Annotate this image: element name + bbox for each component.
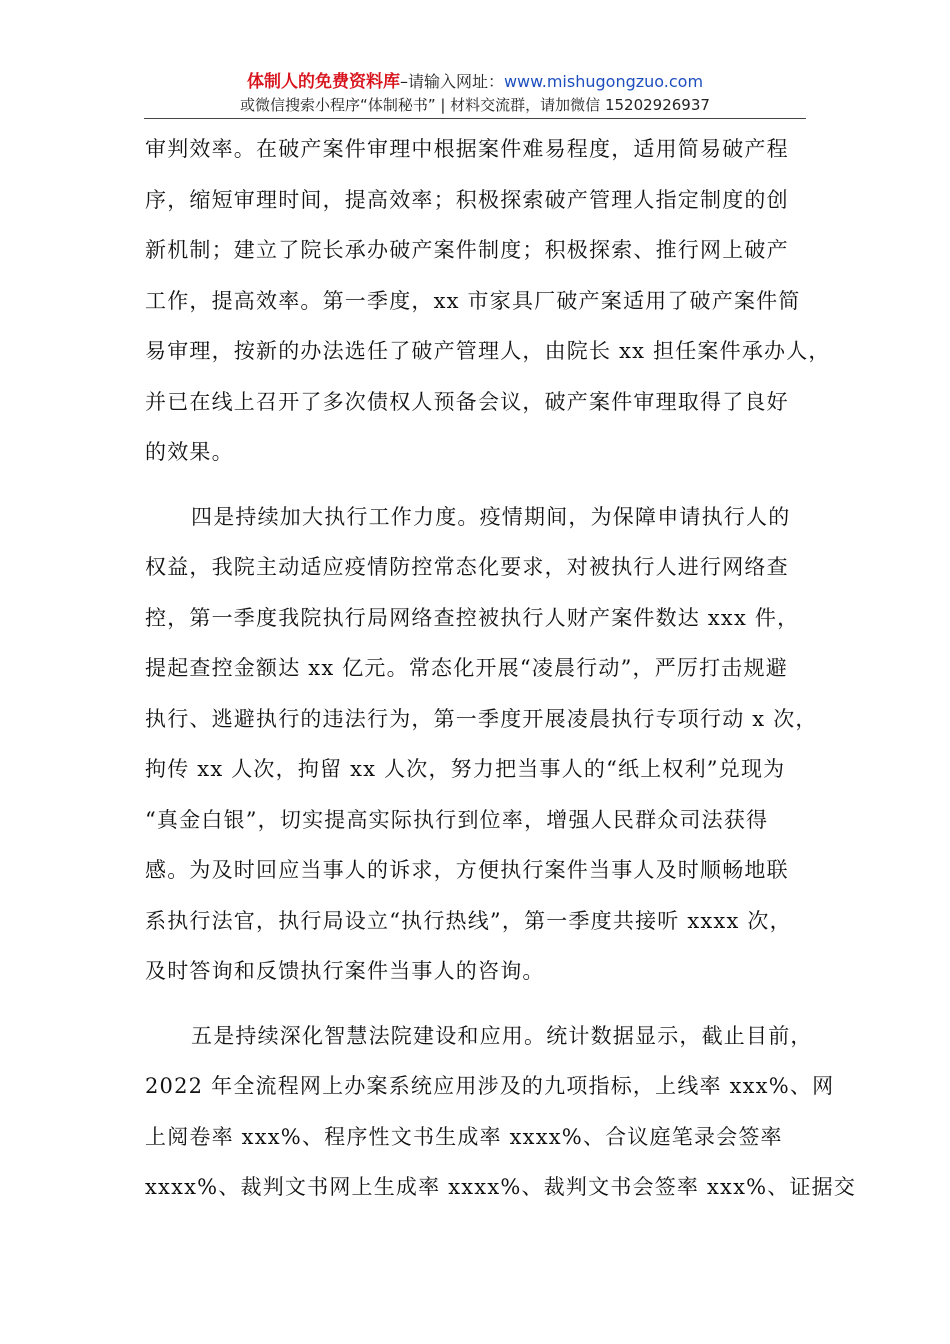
text-line: 权益，我院主动适应疫情防控常态化要求，对被执行人进行网络查	[145, 555, 789, 579]
text-line: 并已在线上召开了多次债权人预备会议，破产案件审理取得了良好	[145, 389, 789, 414]
text-line: 新机制；建立了院长承办破产案件制度；积极探索、推行网上破产	[145, 238, 789, 262]
page-header	[144, 70, 806, 116]
text-line: 上阅卷率 xxx%、程序性文书生成率 xxxx%、合议庭笔录会签率	[145, 1124, 783, 1149]
paragraph-3	[145, 1011, 857, 1213]
text-line: 的效果。	[145, 440, 234, 464]
header-url-link[interactable]: www.mishugongzuo.com	[503, 72, 704, 91]
header-prompt: –请输入网址：	[399, 72, 504, 91]
text-line: 感。为及时回应当事人的诉求，方便执行案件当事人及时顺畅地联	[145, 858, 789, 882]
text-line: 执行、逃避执行的违法行为，第一季度开展凌晨执行专项行动 x 次，	[145, 706, 818, 731]
header-line-1	[144, 70, 806, 94]
paragraph-2	[145, 492, 818, 997]
text-line: 四是持续加大执行工作力度。疫情期间，为保障申请执行人的	[191, 504, 791, 529]
text-line: 审判效率。在破产案件审理中根据案件难易程度，适用简易破产程	[145, 137, 789, 161]
text-line: 2022 年全流程网上办案系统应用涉及的九项指标，上线率 xxx%、网	[145, 1074, 835, 1098]
text-line: 序，缩短审理时间，提高效率；积极探索破产管理人指定制度的创	[145, 187, 789, 212]
text-line: 及时答询和反馈执行案件当事人的咨询。	[145, 959, 545, 983]
text-line: 提起查控金额达 xx 亿元。常态化开展“凌晨行动”，严厉打击规避	[145, 656, 788, 680]
header-line-2: 或微信搜索小程序“体制秘书” | 材料交流群，请加微信 15202926937	[240, 96, 710, 114]
text-line: 工作，提高效率。第一季度，xx 市家具厂破产案适用了破产案件简	[145, 288, 801, 313]
header-brand: 体制人的免费资料库	[246, 72, 400, 92]
text-line: 拘传 xx 人次，拘留 xx 人次，努力把当事人的“纸上权利”兑现为	[145, 757, 786, 781]
document-body	[145, 124, 857, 1227]
text-line: 控，第一季度我院执行局网络查控被执行人财产案件数达 xxx 件，	[145, 605, 800, 630]
paragraph-1	[145, 124, 831, 478]
text-line: “真金白银”，切实提高实际执行到位率，增强人民群众司法获得	[145, 807, 769, 832]
text-line: 系执行法官，执行局设立“执行热线”，第一季度共接听 xxxx 次，	[145, 908, 792, 933]
text-line: 易审理，按新的办法选任了破产管理人，由院长 xx 担任案件承办人，	[145, 339, 831, 363]
header-divider	[144, 118, 806, 119]
text-line: 五是持续深化智慧法院建设和应用。统计数据显示，截止目前，	[191, 1023, 813, 1048]
text-line: xxxx%、裁判文书网上生成率 xxxx%、裁判文书会签率 xxx%、证据交	[145, 1175, 857, 1199]
